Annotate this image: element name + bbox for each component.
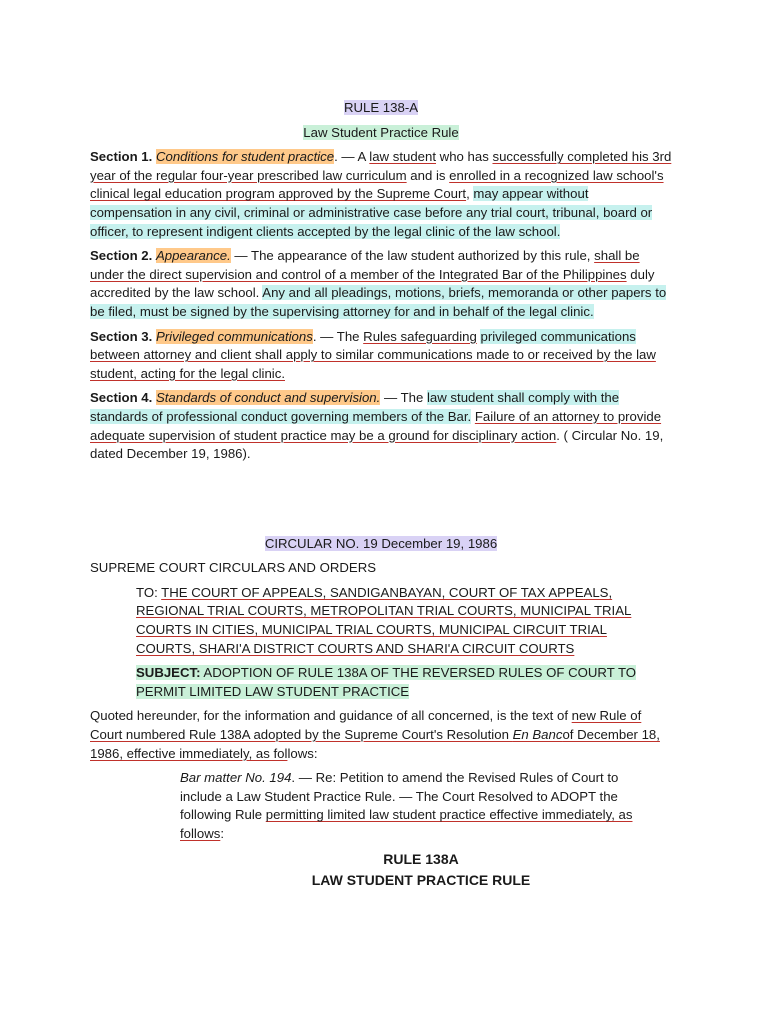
section-label: Section 4. [90, 390, 153, 406]
section-3: Section 3. Privileged communications. — The Rules safeguarding privileged communications between attorney and client shall apply to similar communications made to or received by the law student, acting for the legal clinic. [90, 328, 656, 381]
section-1: Section 1. Conditions for student practice. — A law student who has successfully completed his 3rd year of the regular four-year prescribed law curriculum and is enrolled in a recognized law school's clinical legal education program approved by the Supreme Court, may appear without compensation in any civil, criminal or administrative case before any trial court, tribunal, board or officer, to represent indigent clients accepted by the legal clinic of the law school. [90, 149, 672, 239]
section-2: Section 2. Appearance. — The appearance of the law student authorized by this rule, shall be under the direct supervision and control of a member of the Integrated Bar of the Philippines duly accredited by the law school. Any and all pleadings, motions, briefs, memoranda or other papers to be filed, must be signed by the supervising attorney for and in behalf of the legal clinic. [90, 248, 667, 319]
bar-matter: Bar matter No. 194. — Re: Petition to amend the Revised Rules of Court to include a Law Student Practice Rule. — The Court Resolved to ADOPT the following Rule permitting limited law student practice effective immediately, as follows: [180, 770, 633, 841]
addressees: TO: THE COURT OF APPEALS, SANDIGANBAYAN, COURT OF TAX APPEALS, REGIONAL TRIAL COURTS, METROPOLITAN TRIAL COURTS, MUNICIPAL TRIAL COURTS IN CITIES, MUNICIPAL TRIAL COURTS, MUNICIPAL CIRCUIT TRIAL COURTS, SHARI'A DISTRICT COURTS AND SHARI'A CIRCUIT COURTS [136, 584, 632, 656]
spacer [90, 470, 672, 535]
section-label: Section 3. [90, 328, 153, 344]
quoted-paragraph: Quoted hereunder, for the information and guidance of all concerned, is the text of new Rule of Court numbered Rule 138A adopted by the Supreme Court's Resolution En Bancof December 18, 1986, effective immediately, as follows: [90, 708, 660, 761]
section-label: Section 2. [90, 248, 153, 264]
rule-138a-heading: RULE 138A [383, 850, 459, 867]
section-title: Standards of conduct and supervision. [155, 390, 381, 406]
rule-subheading: Law Student Practice Rule [303, 124, 459, 140]
section-title: Privileged communications [155, 328, 313, 344]
section-title: Conditions for student practice [155, 149, 335, 165]
subject: SUBJECT: ADOPTION OF RULE 138A OF THE REVERSED RULES OF COURT TO PERMIT LIMITED LAW STUDENT PRACTICE [136, 665, 637, 699]
circulars-line: SUPREME COURT CIRCULARS AND ORDERS [90, 560, 377, 576]
section-label: Section 1. [90, 149, 153, 165]
rule-138a-subheading: LAW STUDENT PRACTICE RULE [311, 872, 531, 889]
section-4: Section 4. Standards of conduct and supervision. — The law student shall comply with the standards of professional conduct governing members of the Bar. Failure of an attorney to provide adequate supervision of student practice may be a ground for disciplinary action. ( Circular No. 19, dated December 19, 1986). [90, 390, 664, 462]
circular-heading: CIRCULAR NO. 19 December 19, 1986 [264, 535, 498, 551]
rule-heading: RULE 138-A [343, 100, 419, 115]
section-title: Appearance. [155, 248, 231, 264]
document-page [90, 99, 672, 896]
